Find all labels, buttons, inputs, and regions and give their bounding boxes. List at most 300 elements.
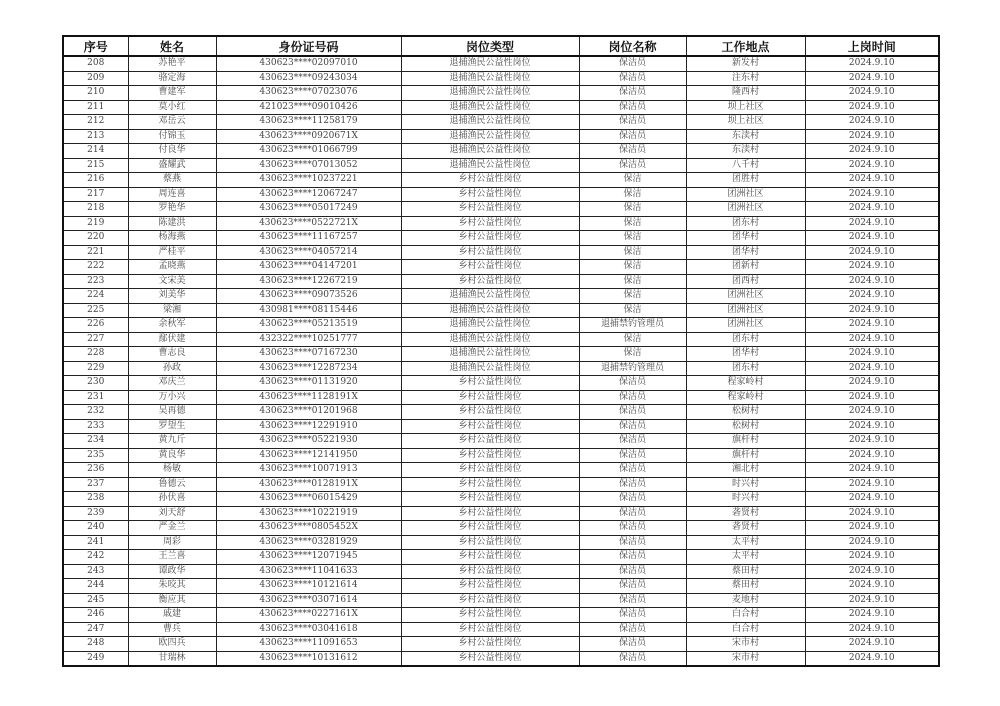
table-row [63,231,939,246]
cell-index: 232 [63,405,128,420]
table-row [63,564,939,579]
cell-post-name: 保洁员 [579,477,686,492]
cell-index: 214 [63,144,128,159]
cell-post-type: 乡村公益性岗位 [401,593,579,608]
cell-post-type: 乡村公益性岗位 [401,187,579,202]
cell-start-date: 2024.9.10 [805,202,939,217]
cell-post-name: 保洁员 [579,593,686,608]
cell-id-number: 430623****0128191X [216,477,401,492]
cell-start-date: 2024.9.10 [805,622,939,637]
cell-location: 宋市村 [686,651,805,666]
cell-id-number: 430623****05221930 [216,434,401,449]
cell-id-number: 430623****0227161X [216,608,401,623]
cell-location: 白合村 [686,608,805,623]
cell-location: 松树村 [686,419,805,434]
cell-name: 万小兴 [128,390,216,405]
table-row [63,390,939,405]
cell-name: 刘天舒 [128,506,216,521]
cell-post-type: 乡村公益性岗位 [401,651,579,666]
cell-name: 付锦玉 [128,129,216,144]
cell-start-date: 2024.9.10 [805,129,939,144]
cell-post-name: 保洁员 [579,434,686,449]
cell-name: 严金兰 [128,521,216,536]
cell-name: 朱咬其 [128,579,216,594]
cell-post-type: 乡村公益性岗位 [401,173,579,188]
cell-start-date: 2024.9.10 [805,86,939,101]
cell-index: 249 [63,651,128,666]
cell-name: 衡应其 [128,593,216,608]
cell-post-name: 保洁员 [579,608,686,623]
cell-name: 严桂平 [128,245,216,260]
cell-location: 团东村 [686,361,805,376]
cell-name: 付良华 [128,144,216,159]
cell-name: 鄢伏建 [128,332,216,347]
cell-start-date: 2024.9.10 [805,550,939,565]
cell-index: 208 [63,56,128,71]
cell-post-type: 乡村公益性岗位 [401,390,579,405]
table-row [63,593,939,608]
cell-post-type: 退捕渔民公益性岗位 [401,115,579,130]
cell-start-date: 2024.9.10 [805,173,939,188]
cell-name: 陈建洪 [128,216,216,231]
cell-start-date: 2024.9.10 [805,579,939,594]
cell-post-name: 保洁 [579,202,686,217]
cell-start-date: 2024.9.10 [805,187,939,202]
cell-id-number: 430623****07013052 [216,158,401,173]
cell-index: 229 [63,361,128,376]
cell-post-name: 保洁 [579,332,686,347]
cell-index: 221 [63,245,128,260]
cell-start-date: 2024.9.10 [805,274,939,289]
cell-post-name: 保洁员 [579,579,686,594]
cell-start-date: 2024.9.10 [805,318,939,333]
cell-location: 时兴村 [686,477,805,492]
cell-post-name: 保洁 [579,187,686,202]
cell-index: 238 [63,492,128,507]
cell-post-name: 保洁员 [579,463,686,478]
table-row [63,405,939,420]
table-row [63,129,939,144]
cell-index: 230 [63,376,128,391]
cell-id-number: 430623****0805452X [216,521,401,536]
cell-start-date: 2024.9.10 [805,56,939,71]
cell-id-number: 430623****11258179 [216,115,401,130]
cell-post-name: 保洁员 [579,550,686,565]
cell-post-type: 乡村公益性岗位 [401,477,579,492]
cell-start-date: 2024.9.10 [805,231,939,246]
cell-start-date: 2024.9.10 [805,289,939,304]
table-row [63,289,939,304]
cell-post-name: 保洁 [579,231,686,246]
cell-location: 程家岭村 [686,376,805,391]
cell-id-number: 430623****10121614 [216,579,401,594]
cell-id-number: 430623****10221919 [216,506,401,521]
cell-id-number: 430623****01201968 [216,405,401,420]
cell-start-date: 2024.9.10 [805,216,939,231]
cell-name: 苏艳平 [128,56,216,71]
cell-post-name: 保洁 [579,303,686,318]
cell-index: 246 [63,608,128,623]
cell-location: 隆西村 [686,86,805,101]
cell-start-date: 2024.9.10 [805,100,939,115]
cell-index: 215 [63,158,128,173]
cell-post-type: 退捕渔民公益性岗位 [401,318,579,333]
cell-start-date: 2024.9.10 [805,245,939,260]
table-row [63,245,939,260]
cell-index: 235 [63,448,128,463]
cell-id-number: 430623****10071913 [216,463,401,478]
cell-start-date: 2024.9.10 [805,115,939,130]
cell-post-type: 乡村公益性岗位 [401,521,579,536]
table-row [63,274,939,289]
cell-post-type: 乡村公益性岗位 [401,448,579,463]
cell-location: 注东村 [686,71,805,86]
cell-location: 坝上社区 [686,100,805,115]
table-row [63,477,939,492]
table-row [63,100,939,115]
header-name: 姓名 [128,36,216,56]
table-row [63,202,939,217]
cell-post-name: 保洁员 [579,637,686,652]
cell-start-date: 2024.9.10 [805,332,939,347]
cell-location: 时兴村 [686,492,805,507]
table-row [63,347,939,362]
cell-post-name: 保洁员 [579,129,686,144]
staff-table [62,35,940,667]
cell-index: 245 [63,593,128,608]
cell-post-type: 乡村公益性岗位 [401,419,579,434]
cell-start-date: 2024.9.10 [805,376,939,391]
cell-location: 东渎村 [686,129,805,144]
cell-name: 曹兵 [128,622,216,637]
cell-start-date: 2024.9.10 [805,608,939,623]
cell-start-date: 2024.9.10 [805,144,939,159]
cell-index: 237 [63,477,128,492]
cell-name: 盛耀武 [128,158,216,173]
cell-location: 团东村 [686,216,805,231]
cell-id-number: 430623****11041633 [216,564,401,579]
cell-index: 217 [63,187,128,202]
cell-location: 白合村 [686,622,805,637]
cell-name: 莫小红 [128,100,216,115]
cell-name: 戚建 [128,608,216,623]
table-row [63,144,939,159]
cell-start-date: 2024.9.10 [805,361,939,376]
table-row [63,115,939,130]
header-index: 序号 [63,36,128,56]
table-row [63,419,939,434]
table-row [63,158,939,173]
cell-id-number: 430623****05213519 [216,318,401,333]
cell-post-name: 保洁员 [579,390,686,405]
cell-index: 218 [63,202,128,217]
cell-id-number: 432322****10251777 [216,332,401,347]
cell-id-number: 430623****12141950 [216,448,401,463]
cell-location: 团洲社区 [686,303,805,318]
cell-id-number: 430623****0920671X [216,129,401,144]
cell-id-number: 430623****11091653 [216,637,401,652]
header-id-number: 身份证号码 [216,36,401,56]
cell-index: 223 [63,274,128,289]
cell-start-date: 2024.9.10 [805,492,939,507]
cell-post-type: 退捕渔民公益性岗位 [401,289,579,304]
cell-name: 杨海燕 [128,231,216,246]
cell-start-date: 2024.9.10 [805,419,939,434]
cell-index: 220 [63,231,128,246]
cell-name: 罗艳华 [128,202,216,217]
cell-location: 旗杆村 [686,448,805,463]
cell-index: 244 [63,579,128,594]
cell-id-number: 421023****09010426 [216,100,401,115]
cell-post-name: 保洁员 [579,144,686,159]
cell-start-date: 2024.9.10 [805,651,939,666]
cell-location: 太平村 [686,535,805,550]
cell-name: 欧四兵 [128,637,216,652]
cell-location: 旗杆村 [686,434,805,449]
table-row [63,332,939,347]
cell-index: 236 [63,463,128,478]
cell-id-number: 430623****12267219 [216,274,401,289]
cell-post-type: 退捕渔民公益性岗位 [401,361,579,376]
cell-post-type: 退捕渔民公益性岗位 [401,86,579,101]
cell-index: 226 [63,318,128,333]
cell-location: 团华村 [686,231,805,246]
cell-post-name: 保洁 [579,347,686,362]
cell-post-name: 保洁员 [579,71,686,86]
table-row [63,318,939,333]
cell-post-name: 退捕禁钓管理员 [579,318,686,333]
cell-start-date: 2024.9.10 [805,521,939,536]
cell-post-type: 乡村公益性岗位 [401,622,579,637]
cell-post-name: 保洁 [579,274,686,289]
cell-location: 八千村 [686,158,805,173]
cell-location: 太平村 [686,550,805,565]
cell-post-name: 退捕禁钓管理员 [579,361,686,376]
cell-post-name: 保洁员 [579,100,686,115]
table-row [63,622,939,637]
cell-location: 程家岭村 [686,390,805,405]
cell-post-name: 保洁员 [579,405,686,420]
table-row [63,637,939,652]
cell-id-number: 430623****04147201 [216,260,401,275]
cell-start-date: 2024.9.10 [805,347,939,362]
cell-post-name: 保洁 [579,216,686,231]
cell-id-number: 430623****09243034 [216,71,401,86]
cell-post-name: 保洁员 [579,86,686,101]
cell-name: 余秋军 [128,318,216,333]
cell-post-type: 乡村公益性岗位 [401,506,579,521]
cell-post-type: 乡村公益性岗位 [401,637,579,652]
cell-post-name: 保洁员 [579,535,686,550]
cell-id-number: 430623****01131920 [216,376,401,391]
cell-id-number: 430623****09073526 [216,289,401,304]
cell-post-type: 乡村公益性岗位 [401,608,579,623]
cell-location: 坝上社区 [686,115,805,130]
cell-post-type: 乡村公益性岗位 [401,550,579,565]
cell-post-type: 退捕渔民公益性岗位 [401,129,579,144]
cell-post-name: 保洁员 [579,506,686,521]
cell-index: 239 [63,506,128,521]
table-row [63,434,939,449]
cell-location: 蔡田村 [686,564,805,579]
cell-index: 228 [63,347,128,362]
cell-post-type: 乡村公益性岗位 [401,202,579,217]
cell-index: 233 [63,419,128,434]
cell-post-name: 保洁员 [579,56,686,71]
table-row [63,463,939,478]
cell-name: 文宋美 [128,274,216,289]
cell-location: 团洲社区 [686,289,805,304]
cell-name: 黄良华 [128,448,216,463]
cell-post-type: 乡村公益性岗位 [401,245,579,260]
cell-name: 杨敏 [128,463,216,478]
cell-post-type: 乡村公益性岗位 [401,260,579,275]
cell-post-name: 保洁员 [579,651,686,666]
cell-index: 242 [63,550,128,565]
table-row [63,71,939,86]
cell-index: 247 [63,622,128,637]
cell-id-number: 430623****03041618 [216,622,401,637]
table-row [63,535,939,550]
cell-id-number: 430623****12067247 [216,187,401,202]
cell-id-number: 430981****08115446 [216,303,401,318]
cell-id-number: 430623****11167257 [216,231,401,246]
cell-start-date: 2024.9.10 [805,637,939,652]
cell-post-name: 保洁员 [579,521,686,536]
cell-id-number: 430623****06015429 [216,492,401,507]
cell-location: 团华村 [686,347,805,362]
cell-post-type: 乡村公益性岗位 [401,463,579,478]
cell-name: 邓庆兰 [128,376,216,391]
cell-name: 梁湘 [128,303,216,318]
cell-id-number: 430623****12291910 [216,419,401,434]
cell-location: 松树村 [686,405,805,420]
cell-location: 东渎村 [686,144,805,159]
cell-index: 222 [63,260,128,275]
cell-index: 219 [63,216,128,231]
table-row [63,492,939,507]
header-location: 工作地点 [686,36,805,56]
table-row [63,608,939,623]
table-row [63,651,939,666]
cell-index: 224 [63,289,128,304]
cell-start-date: 2024.9.10 [805,158,939,173]
cell-id-number: 430623****04057214 [216,245,401,260]
table-row [63,550,939,565]
table-row [63,448,939,463]
cell-location: 团洲社区 [686,187,805,202]
header-post-name: 岗位名称 [579,36,686,56]
cell-post-type: 退捕渔民公益性岗位 [401,303,579,318]
cell-post-name: 保洁 [579,260,686,275]
table-row [63,173,939,188]
table-row [63,579,939,594]
cell-post-type: 退捕渔民公益性岗位 [401,347,579,362]
cell-name: 谭政华 [128,564,216,579]
table-row [63,187,939,202]
cell-name: 蔡燕 [128,173,216,188]
cell-index: 209 [63,71,128,86]
table-row [63,260,939,275]
cell-name: 孙政 [128,361,216,376]
cell-index: 231 [63,390,128,405]
cell-name: 黄九斤 [128,434,216,449]
cell-index: 248 [63,637,128,652]
cell-start-date: 2024.9.10 [805,477,939,492]
table-body [63,56,939,666]
cell-index: 211 [63,100,128,115]
cell-id-number: 430623****1128191X [216,390,401,405]
cell-id-number: 430623****07167230 [216,347,401,362]
cell-start-date: 2024.9.10 [805,463,939,478]
cell-post-type: 退捕渔民公益性岗位 [401,158,579,173]
cell-post-name: 保洁员 [579,622,686,637]
cell-location: 团洲社区 [686,202,805,217]
cell-start-date: 2024.9.10 [805,448,939,463]
cell-index: 210 [63,86,128,101]
cell-location: 宋市村 [686,637,805,652]
cell-location: 麦地村 [686,593,805,608]
header-post-type: 岗位类型 [401,36,579,56]
cell-location: 蔡田村 [686,579,805,594]
cell-location: 湘北村 [686,463,805,478]
cell-index: 234 [63,434,128,449]
table-header-row [63,36,939,56]
cell-post-name: 保洁员 [579,419,686,434]
cell-post-type: 乡村公益性岗位 [401,274,579,289]
cell-index: 216 [63,173,128,188]
table-row [63,303,939,318]
cell-id-number: 430623****0522721X [216,216,401,231]
cell-post-name: 保洁员 [579,158,686,173]
cell-name: 骆定海 [128,71,216,86]
cell-start-date: 2024.9.10 [805,564,939,579]
cell-id-number: 430623****12287234 [216,361,401,376]
cell-id-number: 430623****03071614 [216,593,401,608]
cell-id-number: 430623****10237221 [216,173,401,188]
cell-location: 砻贤村 [686,521,805,536]
table-row [63,506,939,521]
cell-location: 团东村 [686,332,805,347]
cell-name: 曹志良 [128,347,216,362]
cell-id-number: 430623****03281929 [216,535,401,550]
cell-post-type: 乡村公益性岗位 [401,216,579,231]
cell-index: 240 [63,521,128,536]
cell-name: 周连喜 [128,187,216,202]
cell-post-type: 乡村公益性岗位 [401,231,579,246]
cell-post-type: 乡村公益性岗位 [401,535,579,550]
cell-id-number: 430623****02097010 [216,56,401,71]
cell-location: 团西村 [686,274,805,289]
cell-post-name: 保洁 [579,289,686,304]
cell-post-name: 保洁 [579,173,686,188]
cell-location: 团洲社区 [686,318,805,333]
cell-name: 吴再德 [128,405,216,420]
cell-index: 227 [63,332,128,347]
cell-name: 鲁德云 [128,477,216,492]
cell-id-number: 430623****01066799 [216,144,401,159]
cell-post-name: 保洁员 [579,492,686,507]
cell-name: 刘美华 [128,289,216,304]
cell-start-date: 2024.9.10 [805,405,939,420]
cell-id-number: 430623****12071945 [216,550,401,565]
cell-id-number: 430623****10131612 [216,651,401,666]
table-row [63,361,939,376]
cell-post-type: 乡村公益性岗位 [401,579,579,594]
cell-location: 团华村 [686,245,805,260]
header-start-date: 上岗时间 [805,36,939,56]
cell-post-type: 乡村公益性岗位 [401,564,579,579]
